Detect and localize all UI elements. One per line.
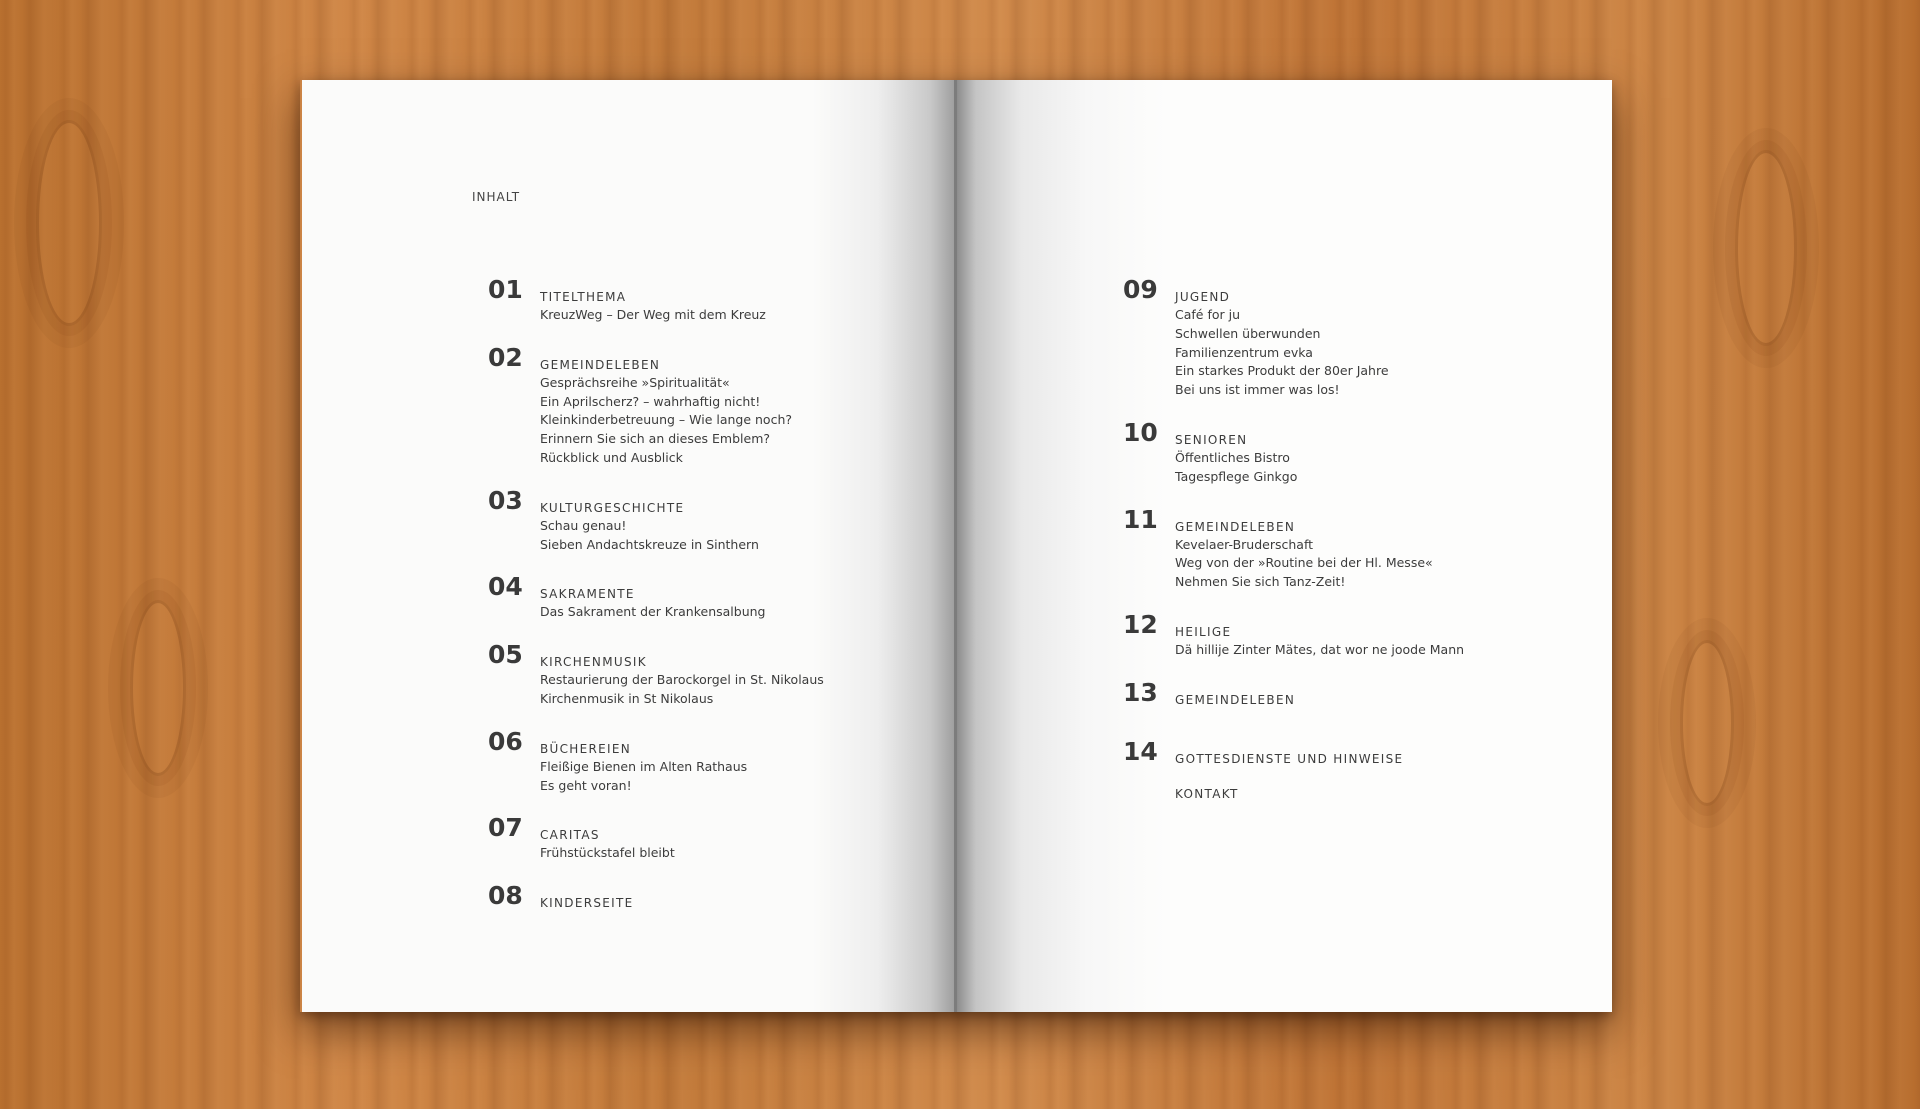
toc-entry bbox=[480, 275, 860, 325]
wood-knot bbox=[1680, 640, 1734, 806]
toc-item: Sieben Andachtskreuze in Sinthern bbox=[540, 536, 759, 552]
toc-section: HEILIGE bbox=[1175, 624, 1232, 639]
toc-number: 08 bbox=[488, 881, 523, 911]
toc-item: Rückblick und Ausblick bbox=[540, 449, 683, 465]
toc-item: Restaurierung der Barockorgel in St. Nikolaus bbox=[540, 672, 824, 688]
toc-item: Ein Aprilscherz? – wahrhaftig nicht! bbox=[540, 393, 761, 409]
toc-item: Öffentliches Bistro bbox=[1175, 449, 1290, 465]
toc-number: 13 bbox=[1123, 677, 1158, 707]
toc-entry bbox=[480, 640, 860, 709]
toc-number: 02 bbox=[488, 342, 523, 372]
toc-item: Bei uns ist immer was los! bbox=[1175, 382, 1340, 398]
toc-number: 12 bbox=[1123, 609, 1158, 639]
toc-number: 09 bbox=[1123, 275, 1158, 304]
toc-item: Café for ju bbox=[1175, 307, 1241, 322]
toc-item: Kleinkinderbetreuung – Wie lange noch? bbox=[540, 412, 793, 428]
toc-number: 07 bbox=[488, 813, 523, 843]
toc-entry bbox=[480, 813, 860, 863]
toc-item: Fleißige Bienen im Alten Rathaus bbox=[540, 758, 748, 774]
toc-entry bbox=[1115, 678, 1495, 709]
toc-item: Schwellen überwunden bbox=[1175, 325, 1321, 341]
toc-number: 10 bbox=[1123, 417, 1158, 447]
toc-section: BÜCHEREIEN bbox=[540, 741, 632, 756]
toc-item: Tagespflege Ginkgo bbox=[1175, 468, 1298, 484]
toc-section: KULTURGESCHICHTE bbox=[540, 500, 685, 515]
toc-item: Es geht voran! bbox=[540, 777, 632, 793]
toc-right-column bbox=[1115, 275, 1495, 803]
toc-item: Dä hillije Zinter Mätes, dat wor ne joode Mann bbox=[1175, 641, 1465, 657]
toc-item: Nehmen Sie sich Tanz-Zeit! bbox=[1175, 574, 1346, 590]
toc-number: 04 bbox=[488, 572, 523, 602]
toc-section: GEMEINDELEBEN bbox=[1175, 692, 1296, 707]
toc-section: KONTAKT bbox=[1175, 786, 1239, 801]
toc-entry bbox=[480, 881, 860, 912]
toc-entry bbox=[480, 343, 860, 468]
toc-number: 11 bbox=[1123, 504, 1158, 534]
toc-item: Ein starkes Produkt der 80er Jahre bbox=[1175, 363, 1389, 379]
toc-number: 14 bbox=[1123, 736, 1158, 766]
toc-entry bbox=[1115, 275, 1495, 400]
toc-item: Frühstückstafel bleibt bbox=[540, 845, 675, 861]
toc-item: Kirchenmusik in St Nikolaus bbox=[540, 690, 714, 706]
toc-section: GEMEINDELEBEN bbox=[1175, 519, 1296, 534]
toc-item: Schau genau! bbox=[540, 517, 627, 533]
toc-entry bbox=[1115, 505, 1495, 592]
toc-number: 05 bbox=[488, 640, 523, 670]
toc-section: KIRCHENMUSIK bbox=[540, 655, 647, 670]
toc-section: SAKRAMENTE bbox=[540, 587, 635, 602]
toc-section: TITELTHEMA bbox=[540, 290, 627, 304]
toc-number: 06 bbox=[488, 726, 523, 756]
toc-section: KINDERSEITE bbox=[540, 896, 634, 911]
toc-entry bbox=[480, 572, 860, 622]
toc-section: JUGEND bbox=[1175, 290, 1231, 304]
toc-item: Familienzentrum evka bbox=[1175, 344, 1313, 360]
toc-item: Das Sakrament der Krankensalbung bbox=[540, 604, 766, 620]
toc-section: GEMEINDELEBEN bbox=[540, 357, 661, 372]
toc-number: 03 bbox=[488, 485, 523, 515]
toc-entry bbox=[1115, 610, 1495, 660]
toc-entry bbox=[1115, 737, 1495, 768]
page-title: INHALT bbox=[472, 190, 521, 204]
wood-knot bbox=[130, 600, 186, 776]
toc-section: CARITAS bbox=[540, 828, 600, 843]
toc-section: GOTTESDIENSTE UND HINWEISE bbox=[1175, 751, 1404, 766]
book-spine bbox=[954, 80, 957, 1012]
toc-item: KreuzWeg – Der Weg mit dem Kreuz bbox=[540, 307, 766, 322]
toc-item: Weg von der »Routine bei der Hl. Messe« bbox=[1175, 555, 1433, 571]
wood-knot bbox=[36, 120, 102, 326]
toc-entry bbox=[480, 486, 860, 555]
toc-section: SENIOREN bbox=[1175, 432, 1248, 447]
toc-item: Kevelaer-Bruderschaft bbox=[1175, 536, 1314, 552]
toc-item: Gesprächsreihe »Spiritualität« bbox=[540, 374, 730, 390]
toc-number: 01 bbox=[488, 275, 523, 304]
wood-knot bbox=[1735, 150, 1797, 346]
toc-entry bbox=[1115, 418, 1495, 487]
toc-entry bbox=[480, 727, 860, 796]
toc-item: Erinnern Sie sich an dieses Emblem? bbox=[540, 431, 771, 447]
toc-entry bbox=[1115, 785, 1495, 803]
toc-left-column bbox=[480, 275, 860, 912]
